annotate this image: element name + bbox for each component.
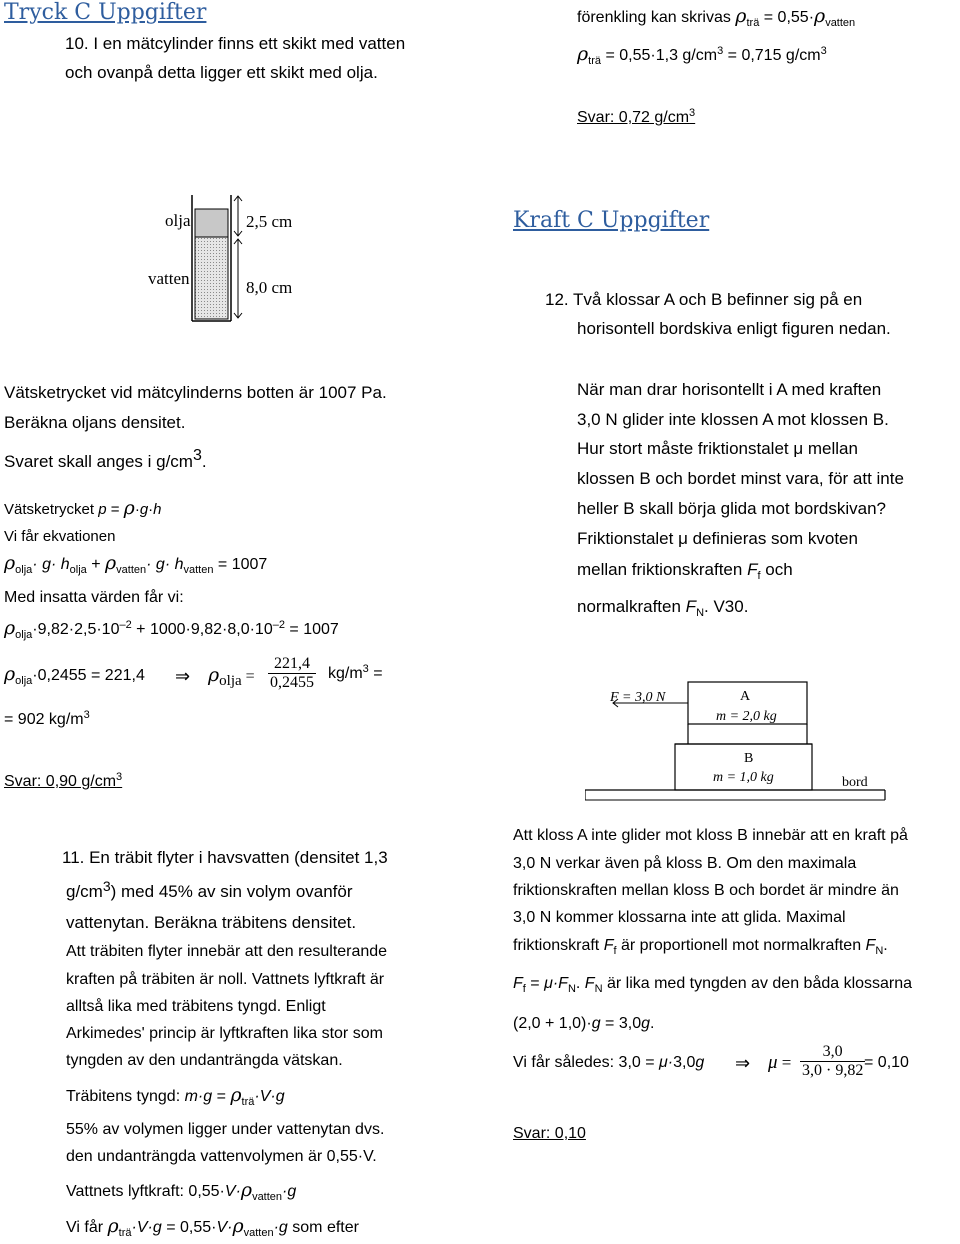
q12-text-2: horisontell bordskiva enligt figuren nedan. — [577, 319, 891, 338]
heading-kraft: Kraft C Uppgifter — [513, 208, 710, 233]
label-mass-a: m = 2,0 kg — [716, 709, 777, 724]
q12-text-10: normalkraften $F_N$. V30. — [577, 597, 749, 619]
sol12-mu: μ = — [768, 1052, 792, 1073]
sol12-text-1: Att kloss A inte glider mot kloss B innebär att en kraft på — [513, 827, 908, 844]
q10-text-5: Svaret skall anges i $g/cm^3$. — [4, 447, 207, 471]
fraction-mu: $\frac{3,0}{3,0 \cdot 9,82}$ — [802, 1043, 864, 1079]
sol10-solve: $\rho_{olja}\cdot 0,2455 = 221,4$ — [4, 663, 145, 687]
sol11-text-5: tyngden av den undanträngda vätskan. — [66, 1052, 343, 1069]
q12-text-9: mellan friktionskraften $F_f$ och — [577, 560, 793, 582]
sol12-text-8: Vi får således: 3,0 = μ·3,0g — [513, 1054, 705, 1071]
q12-text-1: 12. Två klossar A och B befinner sig på en — [545, 290, 863, 309]
sol11-weight: Träbitens tyngd: $m\cdot g = \rho_{trä}\cdot V\cdot g$ — [66, 1084, 285, 1108]
label-height-oil: 2,5 cm — [246, 212, 293, 231]
water-layer — [195, 237, 228, 319]
sol10-rho-olja: $\rho_{olja}$ = — [208, 664, 255, 689]
sol12-text-7: (2,0 + 1,0)·g = 3,0g. — [513, 1015, 655, 1032]
q12-text-4: 3,0 N glider inte klossen A mot klossen B. — [577, 410, 889, 429]
q12-text-3: När man drar horisontellt i A med kraften — [577, 380, 882, 399]
sol12-result: = 0,10 — [864, 1054, 909, 1071]
q12-text-6: klossen B och bordet minst vara, för att inte — [577, 469, 904, 488]
label-block-a: A — [740, 689, 751, 704]
q10-text-3: Vätsketrycket vid mätcylinderns botten är 1007 Pa. — [4, 383, 387, 402]
answer-11: Svar: 0,72 $g/cm^3$ — [577, 107, 696, 126]
q12-text-8: Friktionstalet μ definieras som kvoten — [577, 529, 858, 548]
sol12-text-3: friktionskraften mellan kloss B och bordet är mindre än — [513, 882, 899, 899]
label-bord: bord — [842, 775, 868, 790]
sol10-equation: $\rho_{olja}\cdot g\cdot h_{olja} + \rho_{vatten}\cdot g\cdot h_{vatten} = 1007$ — [4, 552, 268, 576]
q10-text-4: Beräkna oljans densitet. — [4, 413, 186, 432]
sol11-text-7: 55% av volymen ligger under vattenytan dvs. — [66, 1121, 385, 1138]
label-force: F = 3,0 N — [610, 690, 666, 705]
sol12-text-2: 3,0 N verkar även på kloss B. Om den maximala — [513, 855, 857, 872]
q11-text-2: $g/cm^3$) med 45% av sin volym ovanför — [66, 878, 353, 901]
sol11-calc: $\rho_{trä} = 0,55\cdot 1,3$ $g/cm^3 = 0,715$ $g/cm^3$ — [577, 43, 827, 67]
q10-text-1: 10. I en mätcylinder finns ett skikt med vatten — [65, 34, 406, 53]
sol11-text-8: den undanträngda vattenvolymen är 0,55·V. — [66, 1148, 377, 1165]
label-height-water: 8,0 cm — [246, 278, 293, 297]
sol11-buoyancy: Vattnets lyftkraft: $0,55\cdot V\cdot\rho_{vatten}\cdot g$ — [66, 1179, 297, 1203]
label-olja: olja — [165, 211, 191, 230]
sol10-result: = 902 $kg/m^3$ — [4, 709, 90, 728]
q11-text-3: vattenytan. Beräkna träbitens densitet. — [66, 913, 357, 932]
answer-12: Svar: 0,10 — [513, 1125, 586, 1142]
sol12-text-4: 3,0 N kommer klossarna inte att glida. Maximal — [513, 909, 846, 926]
heading-tryck: Tryck C Uppgifter — [4, 0, 207, 25]
q12-text-5: Hur stort måste friktionstalet μ mellan — [577, 439, 858, 458]
sol10-substituted: $\rho_{olja}\cdot 9,82\cdot 2,5\cdot 10^{-2} + 1000\cdot 9,82\cdot 8,0\cdot 10^{-2} = 1007$ — [4, 617, 339, 641]
implies-arrow: ⇒ — [175, 666, 191, 686]
q10-text-2: och ovanpå detta ligger ett skikt med olja. — [65, 63, 378, 82]
oil-layer — [195, 209, 228, 237]
sol10-pressure-formula: Vätsketrycket p = ρ·g·h — [4, 497, 162, 519]
sol11-text-2: kraften på träbiten är noll. Vattnets lyftkraft är — [66, 971, 385, 988]
q11-text-1: 11. En träbit flyter i havsvatten (densitet 1,3 — [62, 848, 388, 867]
answer-10: Svar: 0,90 $g/cm^3$ — [4, 771, 123, 790]
label-block-b: B — [744, 751, 754, 766]
sol12-text-6: $F_f = \mu\cdot F_N$. $F_N$ är lika med tyngden av den båda klossarna — [513, 975, 913, 995]
sol10-insert-intro: Med insatta värden får vi: — [4, 589, 184, 606]
label-vatten: vatten — [148, 269, 190, 288]
sol11-text-3: alltså lika med träbitens tyngd. Enligt — [66, 998, 326, 1015]
sol12-text-5: friktionskraft $F_f$ är proportionell mot normalkraften $F_N$. — [513, 937, 888, 957]
sol10-unit: $kg/m^3$ = — [328, 663, 383, 682]
label-mass-b: m = 1,0 kg — [713, 770, 774, 785]
sol10-eq-intro: Vi får ekvationen — [4, 528, 116, 545]
sol11-text-4: Arkimedes' princip är lyftkraften lika stor som — [66, 1025, 383, 1042]
q12-text-7: heller B skall börja glida mot bordskivan? — [577, 499, 886, 518]
sol11-equation: Vi får $\rho_{trä}\cdot V\cdot g = 0,55\cdot V\cdot\rho_{vatten}\cdot g$ som efter — [66, 1215, 359, 1239]
implies-arrow-2: ⇒ — [735, 1053, 751, 1073]
sol11-simplify: förenkling kan skrivas $\rho_{trä} = 0,55\cdot\rho_{vatten}$ — [577, 5, 856, 29]
sol11-text-1: Att träbiten flyter innebär att den resulterande — [66, 943, 388, 960]
fraction-rho-olja: $\frac{221,4}{0,2455}$ — [270, 655, 314, 691]
